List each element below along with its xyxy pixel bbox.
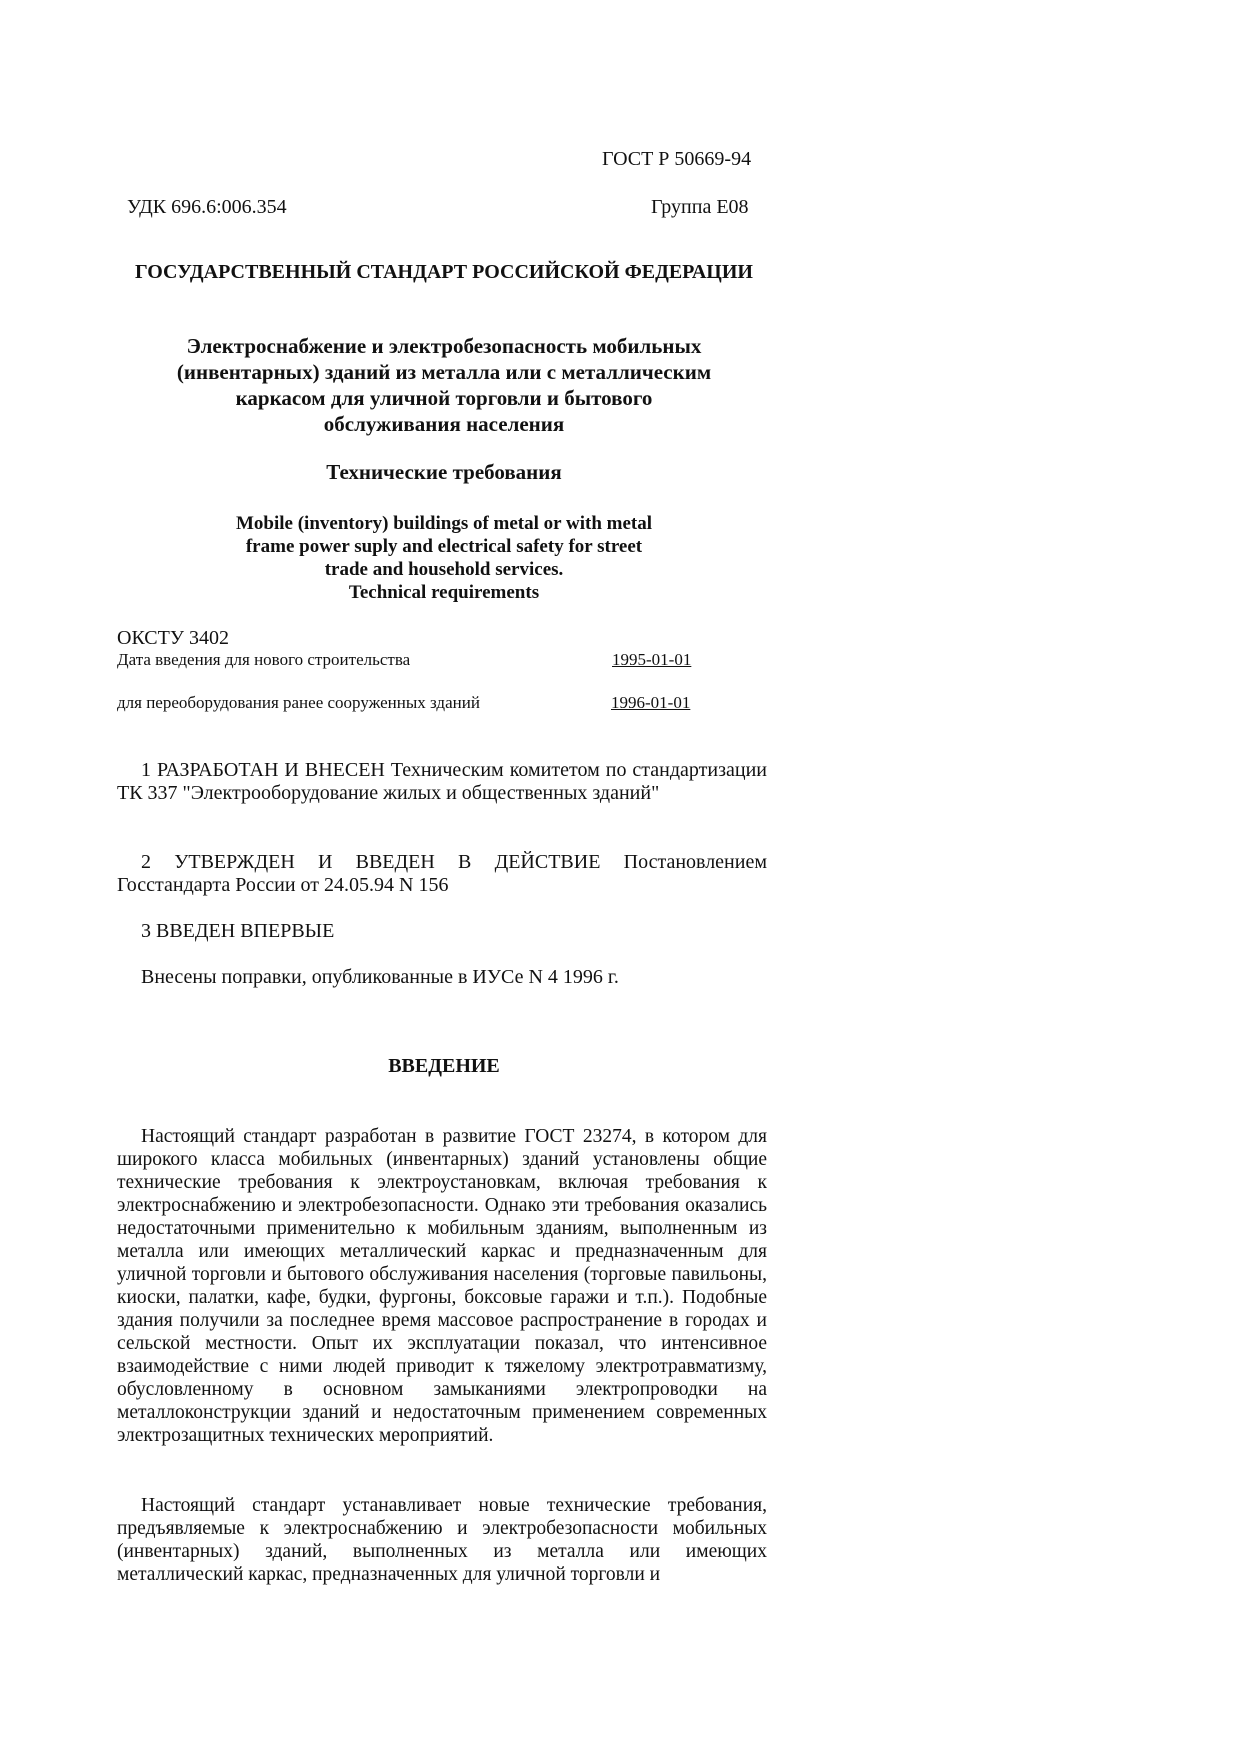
document-title-ru	[117, 333, 771, 437]
introduction-heading: ВВЕДЕНИЕ	[388, 1055, 500, 1077]
introduction-paragraph: Настоящий стандарт устанавливает новые технические требования, предъявляемые к электроснабжению и электробезопасности мобильных (инвентарных) зданий, выполненных из металла или имеющих металлический каркас, предназначенных для уличной торговли и	[117, 1495, 767, 1585]
title-ru-line: обслуживания населения	[323, 412, 565, 436]
udk-code: УДК 696.6:006.354	[127, 196, 287, 218]
date-label-refit: для переоборудования ранее сооруженных зданий	[117, 693, 480, 712]
date-value-refit: 1996-01-01	[611, 693, 691, 712]
introduction-paragraph: Настоящий стандарт разработан в развитие ГОСТ 23274, в котором для широкого класса мобильных (инвентарных) зданий установлены общие технические требования к электроустановкам, включая требования к электроснабжению и электробезопасности. Однако эти требования оказались недостаточными применительно к мобильным зданиям, выполненным из металла или имеющих металлический каркас и предназначенным для уличной торговли и бытового обслуживания населения (торговые павильоны, киоски, палатки, кафе, будки, фургоны, боксовые гаражи и т.п.). Подобные здания получили за последнее время массовое распространение в городах и сельской местности. Опыт их эксплуатации показал, что интенсивное взаимодействие с ними людей приводит к тяжелому электротравматизму, обусловленному в основном замыканиями электропроводки на металлоконструкции зданий и недостаточным применением современных электрозащитных технических мероприятий.	[117, 1126, 767, 1446]
standard-type-heading: ГОСУДАРСТВЕННЫЙ СТАНДАРТ РОССИЙСКОЙ ФЕДЕРАЦИИ	[135, 261, 753, 283]
group-code: Группа Е08	[651, 196, 749, 218]
preface-item-amendments: Внесены поправки, опубликованные в ИУСе N 4 1996 г.	[141, 966, 619, 988]
document-subtitle-ru: Технические требования	[326, 460, 562, 484]
title-en-line: Technical requirements	[348, 582, 540, 603]
title-ru-line: каркасом для уличной торговли и бытового	[235, 386, 653, 410]
title-en-line: frame power suply and electrical safety for street	[245, 536, 643, 557]
preface-item-first-introduced: 3 ВВЕДЕН ВПЕРВЫЕ	[141, 920, 335, 942]
date-value-new: 1995-01-01	[612, 650, 692, 669]
title-en-line: trade and household services.	[324, 559, 564, 580]
title-ru-line: Электроснабжение и электробезопасность мобильных	[186, 334, 702, 358]
preface-item-developed: 1 РАЗРАБОТАН И ВНЕСЕН Техническим комитетом по стандартизации ТК 337 "Электрооборудование жилых и общественных зданий"	[117, 759, 767, 804]
date-label-new: Дата введения для нового строительства	[117, 650, 411, 669]
gost-code: ГОСТ Р 50669-94	[602, 148, 752, 170]
title-en-line: Mobile (inventory) buildings of metal or with metal	[235, 513, 653, 534]
document-title-en	[117, 512, 771, 604]
okstu-code: ОКСТУ 3402	[117, 627, 230, 649]
preface-item-approved: 2 УТВЕРЖДЕН И ВВЕДЕН В ДЕЙСТВИЕ Постановлением Госстандарта России от 24.05.94 N 156	[117, 851, 767, 896]
title-ru-line: (инвентарных) зданий из металла или с металлическим	[176, 360, 712, 384]
